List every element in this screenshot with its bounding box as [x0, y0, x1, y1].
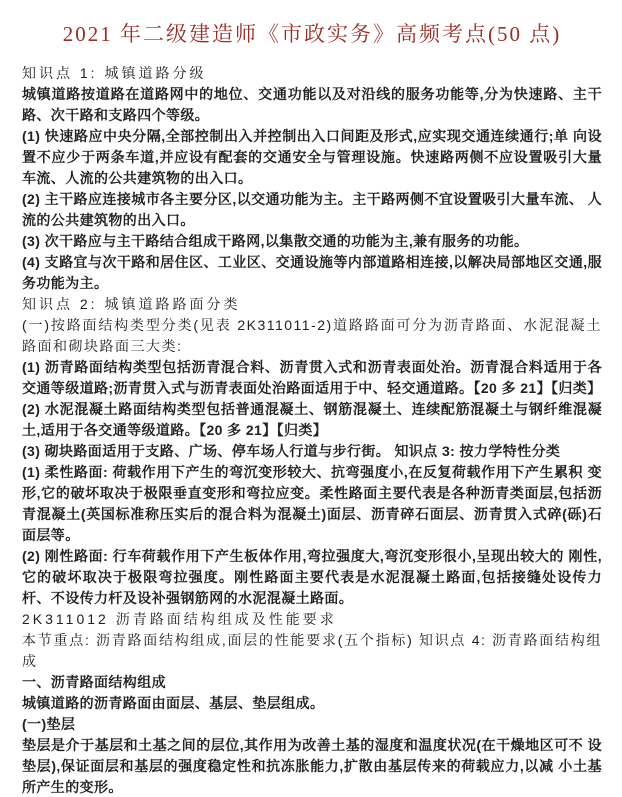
doc-paragraph: 垫层是介于基层和土基之间的层位,其作用为改善土基的湿度和温度状况(在干燥地区可不 设垫层),保证面层和基层的强度稳定性和抗冻胀能力,扩散由基层传来的荷载应力,以减 小土基所产生的变形。: [22, 737, 602, 795]
doc-paragraph: (2) 水泥混凝土路面结构类型包括普通混凝土、钢筋混凝土、连续配筋混凝土与钢纤维混凝 土,适用于各交通等级道路。【20 多 21】【归类】: [22, 401, 602, 438]
doc-paragraph: (一)按路面结构类型分类(见表 2K311011-2)道路路面可分为沥青路面、水泥混凝土路面和砌块路面三大类:: [22, 317, 602, 354]
doc-paragraph: (一)垫层: [22, 716, 76, 732]
doc-paragraph: 一、沥青路面结构组成: [22, 674, 166, 690]
page-title: 2021 年二级建造师《市政实务》高频考点(50 点): [62, 22, 562, 46]
doc-paragraph: (3) 次干路应与主干路结合组成干路网,以集散交通的功能为主,兼有服务的功能。: [22, 233, 529, 249]
kp-heading-1: 知识点 1: 城镇道路分级: [22, 65, 207, 81]
doc-paragraph: (3) 砌块路面适用于支路、广场、停车场人行道与步行街。 知识点 3: 按力学特性分类: [22, 443, 561, 459]
kp-heading-2: 知识点 2: 城镇道路路面分类: [22, 296, 241, 312]
section-heading: 2K311012 沥青路面结构组成及性能要求: [22, 611, 337, 627]
doc-paragraph: (1) 柔性路面: 荷载作用下产生的弯沉变形较大、抗弯强度小,在反复荷载作用下产生累积 变形,它的破坏取决于极限垂直变形和弯拉应变。柔性路面主要代表是各种沥青类面层,包括沥青混凝土(英国标准称压实后的混合料为混凝土)面层、沥青碎石面层、沥青贯入式碎(砾)石面层等。: [22, 464, 602, 543]
doc-paragraph: 本节重点: 沥青路面结构组成,面层的性能要求(五个指标) 知识点 4: 沥青路面结构组成: [22, 632, 602, 669]
doc-paragraph: (1) 沥青路面结构类型包括沥青混合料、沥青贯入式和沥青表面处治。沥青混合料适用于各交通等级道路;沥青贯入式与沥青表面处治路面适用于中、轻交通道路。【20 多 21】【归类】: [22, 359, 602, 396]
doc-paragraph: 城镇道路的沥青路面由面层、基层、垫层组成。: [22, 695, 325, 711]
doc-paragraph: 城镇道路按道路在道路网中的地位、交通功能以及对沿线的服务功能等,分为快速路、主干 路、次干路和支路四个等级。: [22, 86, 602, 123]
doc-paragraph: (2) 主干路应连接城市各主要分区,以交通功能为主。主干路两侧不宜设置吸引大量车流、 人流的公共建筑物的出入口。: [22, 191, 602, 228]
doc-paragraph: (4) 支路宜与次干路和居住区、工业区、交通设施等内部道路相连接,以解决局部地区交通,服务功能为主。: [22, 254, 602, 291]
doc-paragraph: (1) 快速路应中央分隔,全部控制出入并控制出入口间距及形式,应实现交通连续通行;单 向设置不应少于两条车道,并应设有配套的交通安全与管理设施。快速路两侧不应设置吸引大量车流、人流的公共建筑物的出入口。: [22, 128, 602, 186]
doc-paragraph: (2) 刚性路面: 行车荷载作用下产生板体作用,弯拉强度大,弯沉变形很小,呈现出较大的 刚性,它的破坏取决于极限弯拉强度。刚性路面主要代表是水泥混凝土路面,包括接缝处设传力杆、不设传力杆及设补强钢筋网的水泥混凝土路面。: [22, 548, 602, 606]
